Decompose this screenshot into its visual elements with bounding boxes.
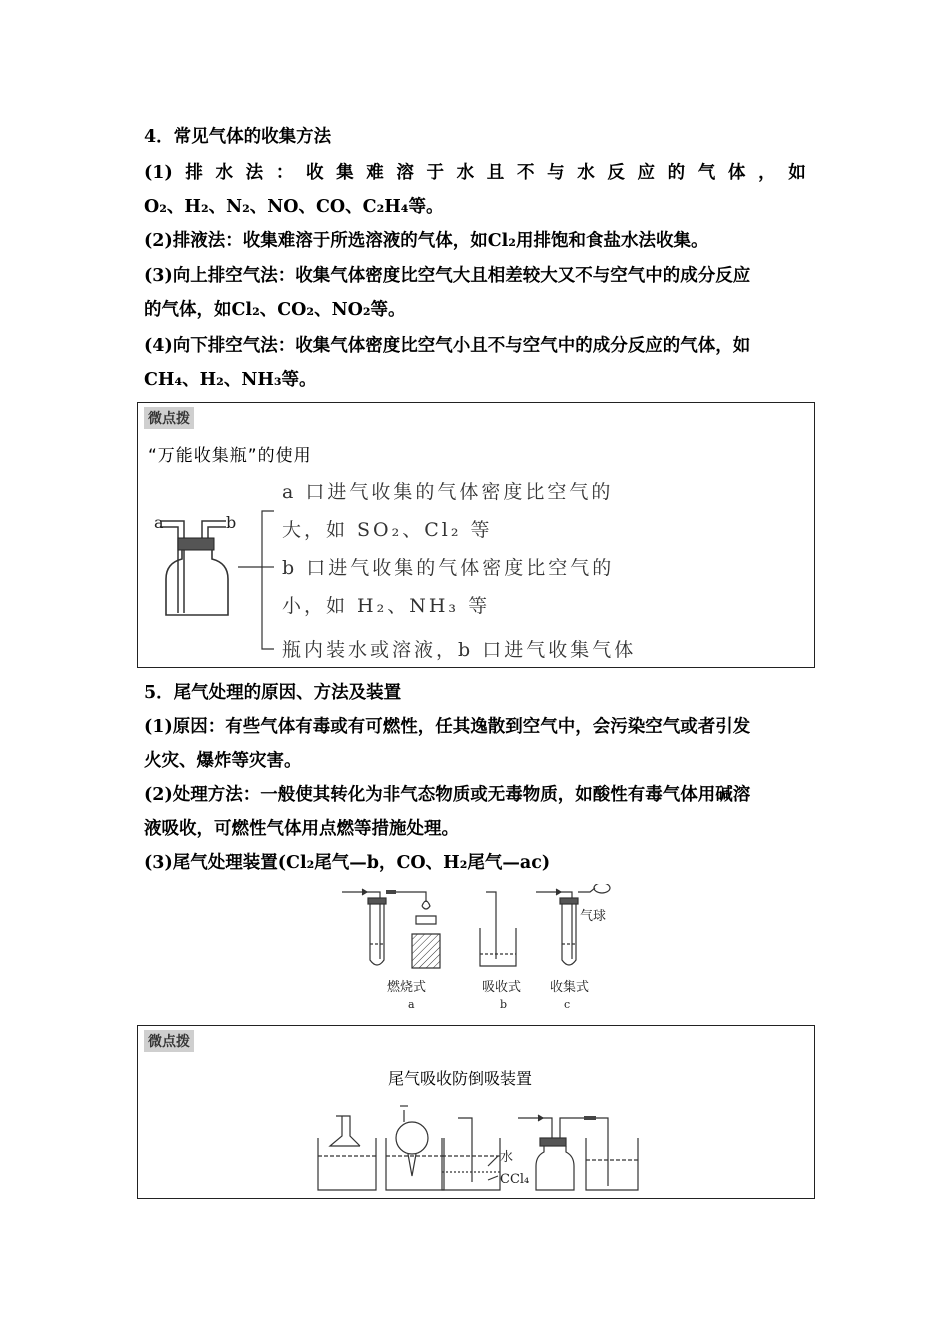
section-5-item-1-line-2: 火灾、爆炸等灾害。 (144, 751, 302, 771)
tip-tag: 微点拨 (144, 407, 194, 429)
letter-a: a (408, 998, 415, 1011)
justified-char: 与 (547, 163, 565, 183)
bottle-inlet-tube-a (160, 521, 184, 613)
water-label: 水 (500, 1150, 514, 1165)
section-5-item-2-line-2: 液吸收，可燃性气体用点燃等措施处理。 (144, 819, 459, 839)
justified-char: 水 (215, 163, 234, 183)
section-4-heading: 4．常见气体的收集方法 (144, 127, 332, 147)
justified-char: (1) (144, 163, 173, 183)
letter-c: c (564, 998, 571, 1011)
justified-char: ， (758, 163, 776, 183)
tip-line-5: 瓶内装水或溶液，b 口进气收集气体 (282, 639, 637, 661)
section-4-item-3-line-2: 的气体，如Cl₂、CO₂、NO₂等。 (144, 300, 406, 320)
justified-char: 应 (637, 163, 655, 183)
balloon-label: 气球 (580, 909, 607, 924)
justified-char: 水 (456, 163, 475, 183)
section-4-item-4-line-2: CH₄、H₂、NH₃等。 (144, 370, 317, 390)
section-5-item-1-line-1: (1)原因：有些气体有毒或有可燃性，任其逸散到空气中，会污染空气或者引发 (144, 717, 751, 737)
justified-char: 的 (667, 163, 686, 183)
tip-box-anti-suckback (137, 1025, 815, 1199)
section-4-item-1-line-1 (144, 160, 806, 186)
ccl4-label: CCl₄ (500, 1172, 530, 1187)
justified-char: 溶 (396, 163, 414, 183)
justified-char: 体 (727, 163, 746, 183)
bottle-body (166, 550, 228, 615)
caption-combustion: 燃烧式 (387, 980, 427, 995)
tip-box-collection-bottle (137, 402, 815, 668)
tip-title: “万能收集瓶”的使用 (148, 446, 312, 466)
tube-label-b: b (226, 513, 237, 532)
justified-char: 于 (426, 163, 445, 183)
tip-line-2: 大，如 SO₂、Cl₂ 等 (282, 519, 493, 541)
justified-char: 收 (305, 163, 324, 183)
tube-label-a: a (154, 513, 164, 532)
tip-2-title: 尾气吸收防倒吸装置 (388, 1069, 533, 1088)
bottle-stopper (178, 538, 214, 550)
justified-char: 集 (336, 163, 354, 183)
section-5-heading: 5．尾气处理的原因、方法及装置 (144, 683, 402, 703)
justified-char: 不 (516, 163, 535, 183)
justified-char: 如 (788, 163, 806, 183)
justified-char: 难 (366, 163, 384, 183)
tail-gas-devices-figure (340, 884, 630, 984)
section-4-item-1-line-2: O₂、H₂、N₂、NO、CO、C₂H₄等。 (144, 197, 444, 217)
section-4-item-4-line-1: (4)向下排空气法：收集气体密度比空气小且不与空气中的成分反应的气体，如 (144, 336, 751, 356)
justified-char: 法 (245, 163, 264, 183)
caption-absorption: 吸收式 (482, 980, 522, 995)
justified-char: 气 (697, 163, 716, 183)
anti-suckback-devices (138, 1026, 814, 1198)
caption-collection: 收集式 (550, 980, 590, 995)
tip-line-1: a 口进气收集的气体密度比空气的 (282, 481, 614, 503)
justified-char: 反 (607, 163, 625, 183)
justified-char: 水 (577, 163, 595, 183)
tip-line-4: 小，如 H₂、NH₃ 等 (282, 595, 491, 617)
justified-char: 排 (185, 163, 203, 183)
letter-b: b (500, 998, 508, 1011)
bracket (262, 511, 274, 649)
section-5-item-2-line-1: (2)处理方法：一般使其转化为非气态物质或无毒物质，如酸性有毒气体用碱溶 (144, 785, 751, 805)
justified-char: ： (275, 163, 294, 183)
section-5-item-3: (3)尾气处理装置(Cl₂尾气—b，CO、H₂尾气—ac) (144, 853, 551, 873)
section-4-item-2: (2)排液法：收集难溶于所选溶液的气体，如Cl₂用排饱和食盐水法收集。 (144, 231, 709, 251)
section-4-item-3-line-1: (3)向上排空气法：收集气体密度比空气大且相差较大又不与空气中的成分反应 (144, 266, 751, 286)
tip-line-3: b 口进气收集的气体密度比空气的 (282, 557, 615, 579)
justified-char: 且 (486, 163, 505, 183)
tip-tag-2: 微点拨 (144, 1030, 194, 1052)
